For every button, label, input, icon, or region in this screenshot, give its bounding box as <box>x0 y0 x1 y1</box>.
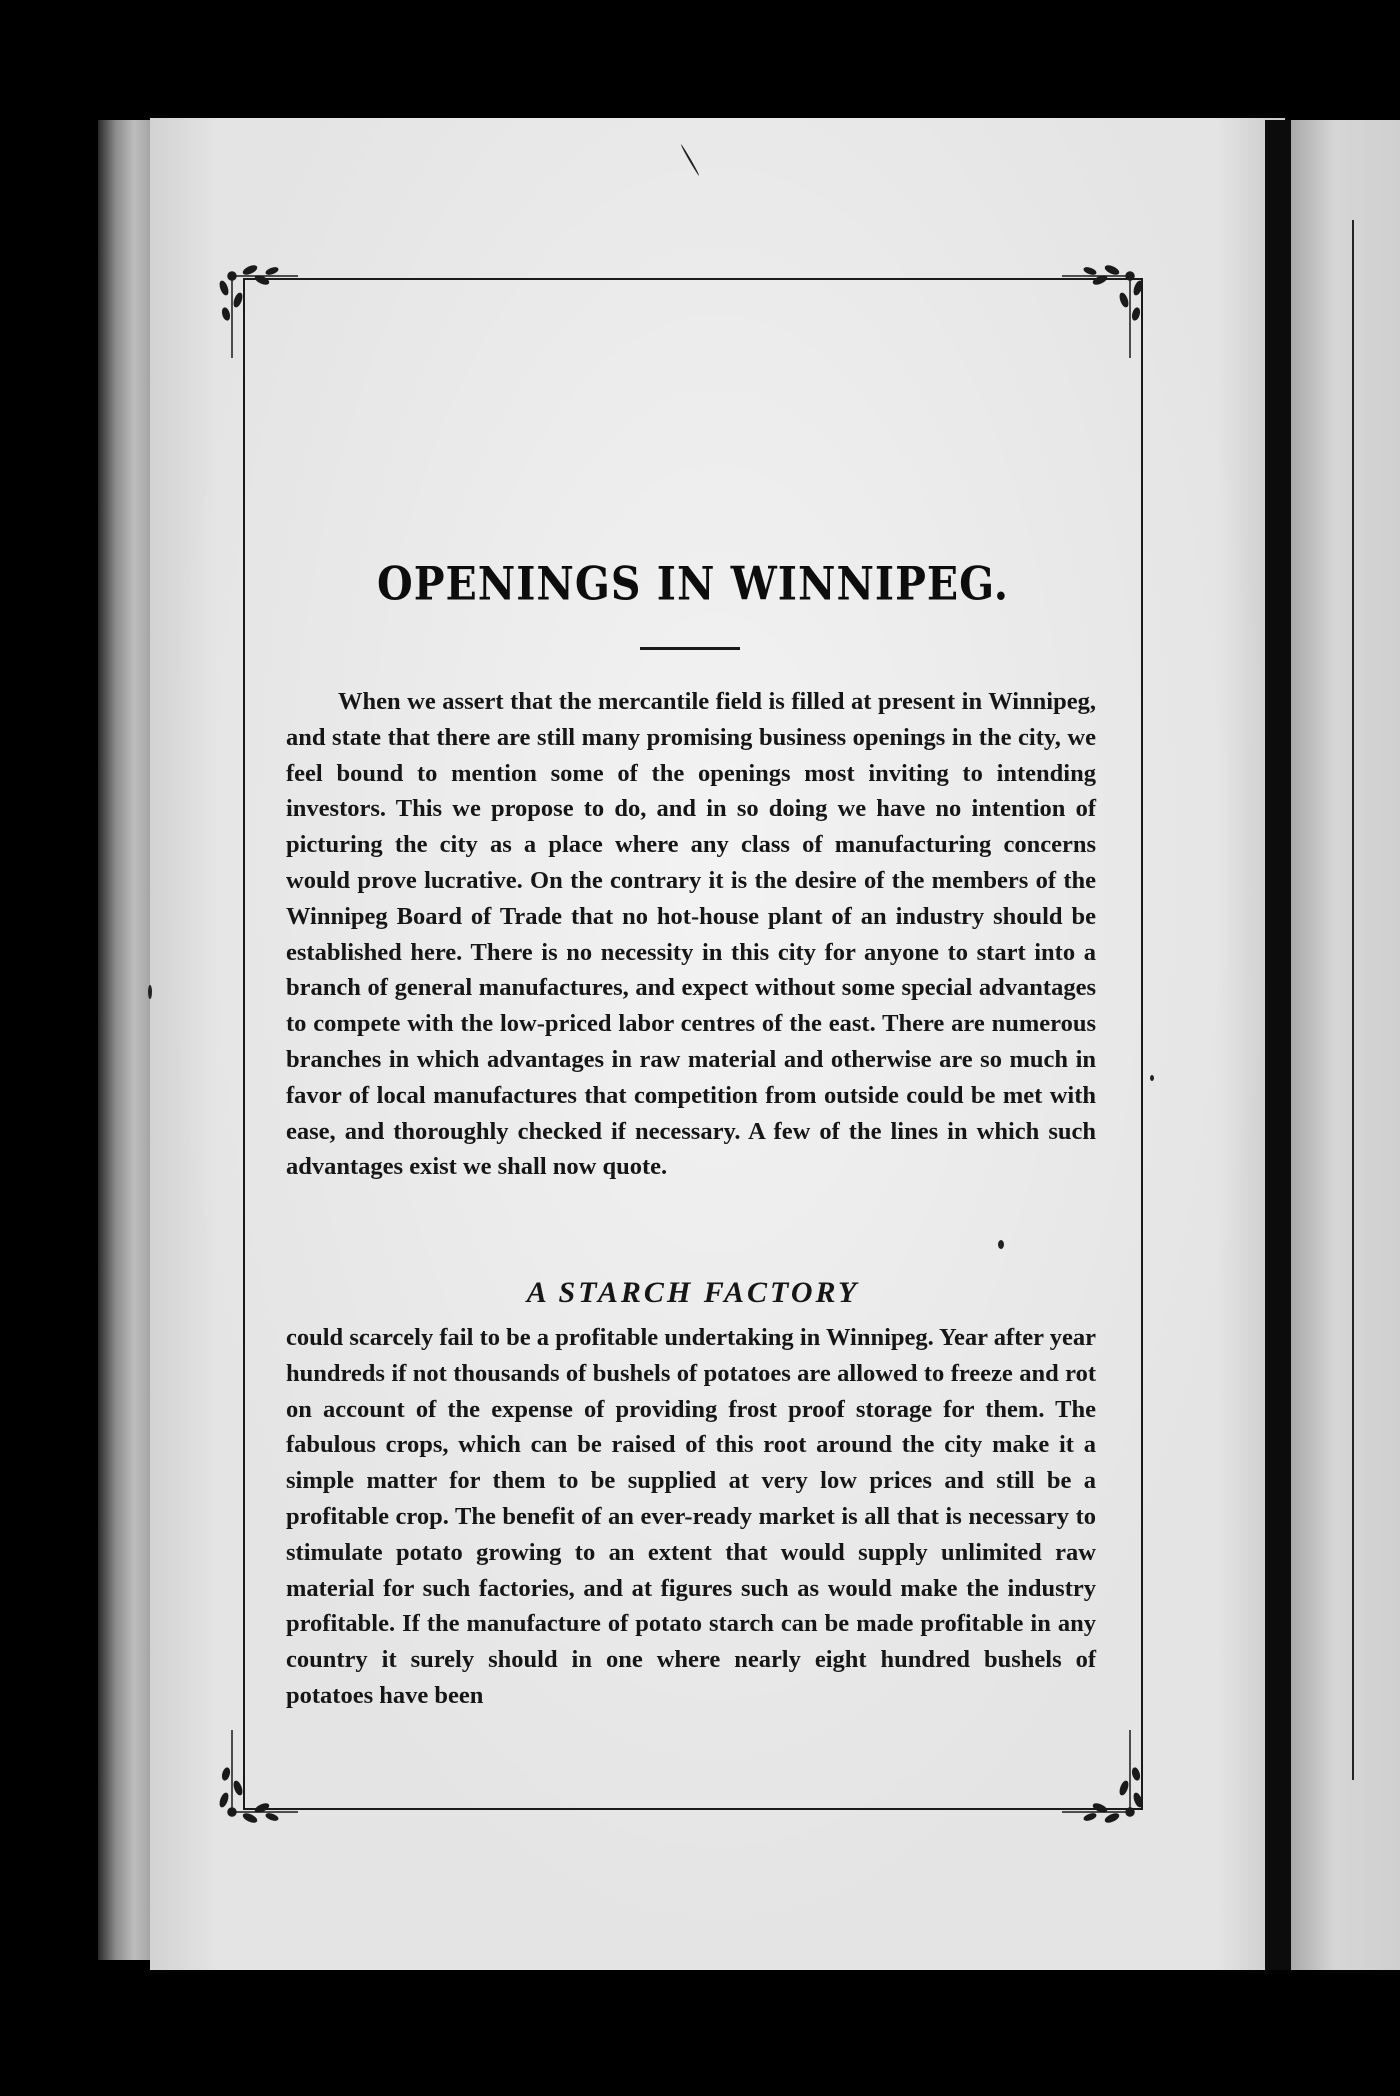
title-underline-rule <box>640 647 740 650</box>
facing-page-frame-line <box>1352 220 1354 1780</box>
floral-corner-ornament-icon <box>1062 258 1152 368</box>
scan-speck <box>148 985 152 999</box>
scan-speck <box>1150 1075 1154 1081</box>
section-heading: A STARCH FACTORY <box>526 1276 860 1309</box>
page-title: OPENINGS IN WINNIPEG. <box>376 557 1010 611</box>
binding-gutter <box>1265 120 1291 1970</box>
floral-corner-ornament-icon <box>210 258 300 368</box>
floral-corner-ornament-icon <box>210 1720 300 1830</box>
section-paragraph: could scarcely fail to be a profitable undertaking in Winnipeg. Year after year hundreds if not thousands of bushels of potatoes are allowed to freeze and rot on account of the expense of providing frost proof storage for them. The fabulous crops, which can be raised of this root around the city make it a simple matter for them to be supplied at very low prices and still be a profitable crop. The benefit of an ever-ready market is all that is necessary to stimulate potato growing to an extent that would supply unlimited raw material for such factories, and at figures such as would make the industry profitable. If the manufacture of potato starch can be made profitable in any country it surely should in one where nearly eight hundred bushels of potatoes have been <box>286 1324 1096 1709</box>
body-paragraph: When we assert that the mercantile field is filled at present in Winnipeg, and state that there are still many promising business openings in the city, we feel bound to mention some of the openings most inviting to intending investors. This we propose to do, and in so doing we have no intention of picturing the city as a place where any class of manufacturing concerns would prove lucrative. On the contrary it is the desire of the members of the Winnipeg Board of Trade that no hot-house plant of an industry should be established here. There is no necessity in this city for anyone to start into a branch of general manufactures, and expect without some special advantages to compete with the low-priced labor centres of the east. There are numerous branches in which advantages in raw material and otherwise are so much in favor of local manufactures that competition from outside could be met with ease, and thoroughly checked if necessary. A few of the lines in which such advantages exist we shall now quote. <box>286 688 1096 1181</box>
facing-page <box>1291 120 1400 1970</box>
scan-speck <box>998 1240 1004 1249</box>
floral-corner-ornament-icon <box>1062 1720 1152 1830</box>
book-edge <box>98 120 158 1960</box>
